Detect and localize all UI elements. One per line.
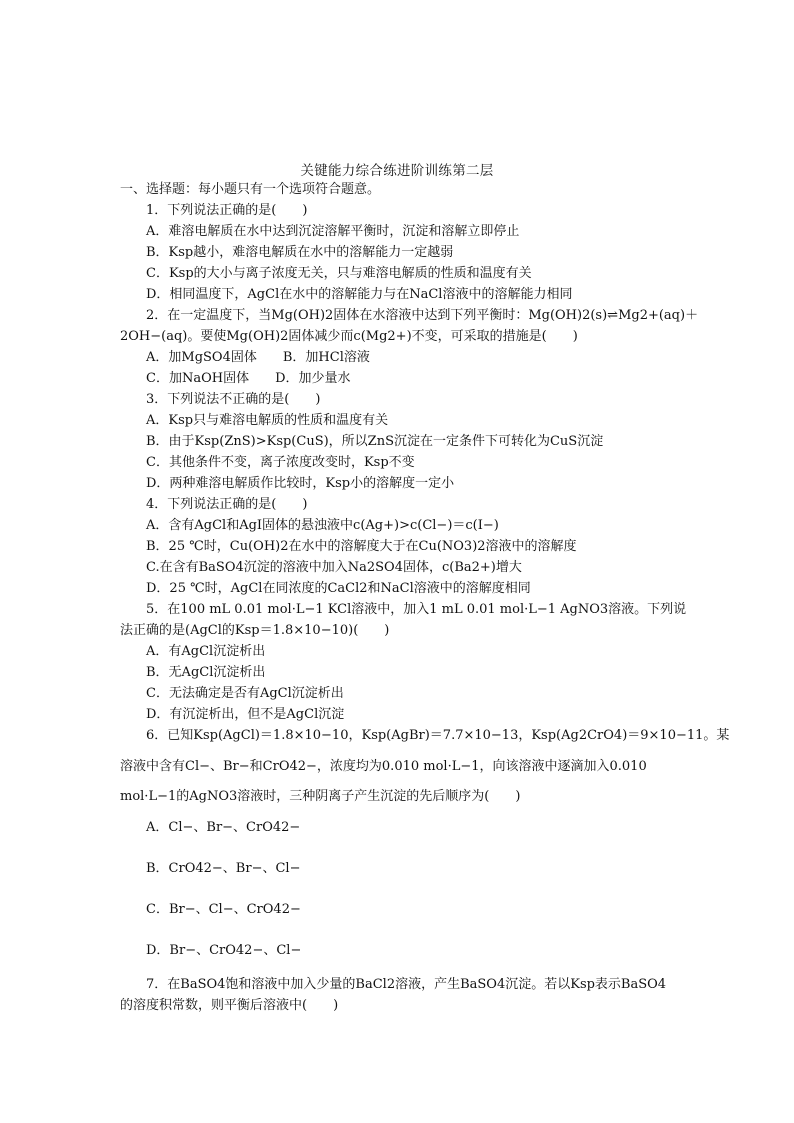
q6-option-d: D．Br−、CrO42−、Cl− (146, 943, 302, 958)
q5-stem-line1: 5．在100 mL 0.01 mol·L−1 KCl溶液中，加入1 mL 0.01 mol·L−1 AgNO3溶液。下列说 (146, 602, 687, 617)
q3-stem: 3．下列说法不正确的是( ) (146, 392, 321, 407)
q7-stem-line1: 7．在BaSO4饱和溶液中加入少量的BaCl2溶液，产生BaSO4沉淀。若以Ksp表示BaSO4 (146, 977, 667, 992)
q6-stem-line1: 6．已知Ksp(AgCl)＝1.8×10−10，Ksp(AgBr)＝7.7×10−13，Ksp(Ag2CrO4)＝9×10−11。某 (146, 728, 730, 743)
q6-option-c: C．Br−、Cl−、CrO42− (146, 902, 301, 917)
section-heading: 一、选择题：每小题只有一个选项符合题意。 (120, 182, 381, 197)
q4-option-b: B．25 ℃时，Cu(OH)2在水中的溶解度大于在Cu(NO3)2溶液中的溶解度 (146, 539, 577, 554)
q3-option-b: B．由于Ksp(ZnS)>Ksp(CuS)，所以ZnS沉淀在一定条件下可转化为CuS沉淀 (146, 434, 604, 449)
q2-stem-line1: 2．在一定温度下，当Mg(OH)2固体在水溶液中达到下列平衡时：Mg(OH)2(s)⇌Mg2+(aq)＋ (146, 308, 699, 323)
q2-options-cd: C．加NaOH固体 D．加少量水 (146, 371, 351, 386)
q3-option-d: D．两种难溶电解质作比较时，Ksp小的溶解度一定小 (146, 476, 455, 491)
q5-option-d: D．有沉淀析出，但不是AgCl沉淀 (146, 707, 345, 722)
q4-option-d: D．25 ℃时，AgCl在同浓度的CaCl2和NaCl溶液中的溶解度相同 (146, 581, 531, 596)
q6-option-b: B．CrO42−、Br−、Cl− (146, 861, 301, 876)
q3-option-c: C．其他条件不变，离子浓度改变时，Ksp不变 (146, 455, 415, 470)
q6-stem-line2: 溶液中含有Cl−、Br−和CrO42−，浓度均为0.010 mol·L−1，向该溶液中逐滴加入0.010 (120, 759, 647, 774)
q1-stem: 1．下列说法正确的是( ) (146, 203, 308, 218)
q1-option-d: D．相同温度下，AgCl在水中的溶解能力与在NaCl溶液中的溶解能力相同 (146, 287, 573, 302)
q2-stem-line2: 2OH−(aq)。要使Mg(OH)2固体减少而c(Mg2+)不变，可采取的措施是( ) (120, 329, 578, 344)
q2-options-ab: A．加MgSO4固体 B．加HCl溶液 (146, 350, 370, 365)
q1-option-c: C．Ksp的大小与离子浓度无关，只与难溶电解质的性质和温度有关 (146, 266, 532, 281)
q1-option-b: B．Ksp越小，难溶电解质在水中的溶解能力一定越弱 (146, 245, 454, 260)
page-title: 关键能力综合练进阶训练第二层 (300, 163, 494, 179)
q5-option-b: B．无AgCl沉淀析出 (146, 665, 266, 680)
q7-stem-line2: 的溶度积常数，则平衡后溶液中( ) (120, 998, 339, 1013)
q1-option-a: A．难溶电解质在水中达到沉淀溶解平衡时，沉淀和溶解立即停止 (146, 224, 520, 239)
q6-stem-line3: mol·L−1的AgNO3溶液时，三种阴离子产生沉淀的先后顺序为( ) (120, 789, 521, 804)
q6-option-a: A．Cl−、Br−、CrO42− (146, 820, 301, 835)
q3-option-a: A．Ksp只与难溶电解质的性质和温度有关 (146, 413, 389, 428)
q5-option-c: C．无法确定是否有AgCl沉淀析出 (146, 686, 344, 701)
q4-option-a: A．含有AgCl和AgI固体的悬浊液中c(Ag+)>c(Cl−)＝c(I−) (146, 518, 499, 533)
q5-option-a: A．有AgCl沉淀析出 (146, 644, 266, 659)
q4-option-c: C.在含有BaSO4沉淀的溶液中加入Na2SO4固体，c(Ba2+)增大 (146, 560, 522, 575)
q5-stem-line2: 法正确的是(AgCl的Ksp＝1.8×10−10)( ) (120, 623, 390, 638)
q4-stem: 4．下列说法正确的是( ) (146, 497, 308, 512)
